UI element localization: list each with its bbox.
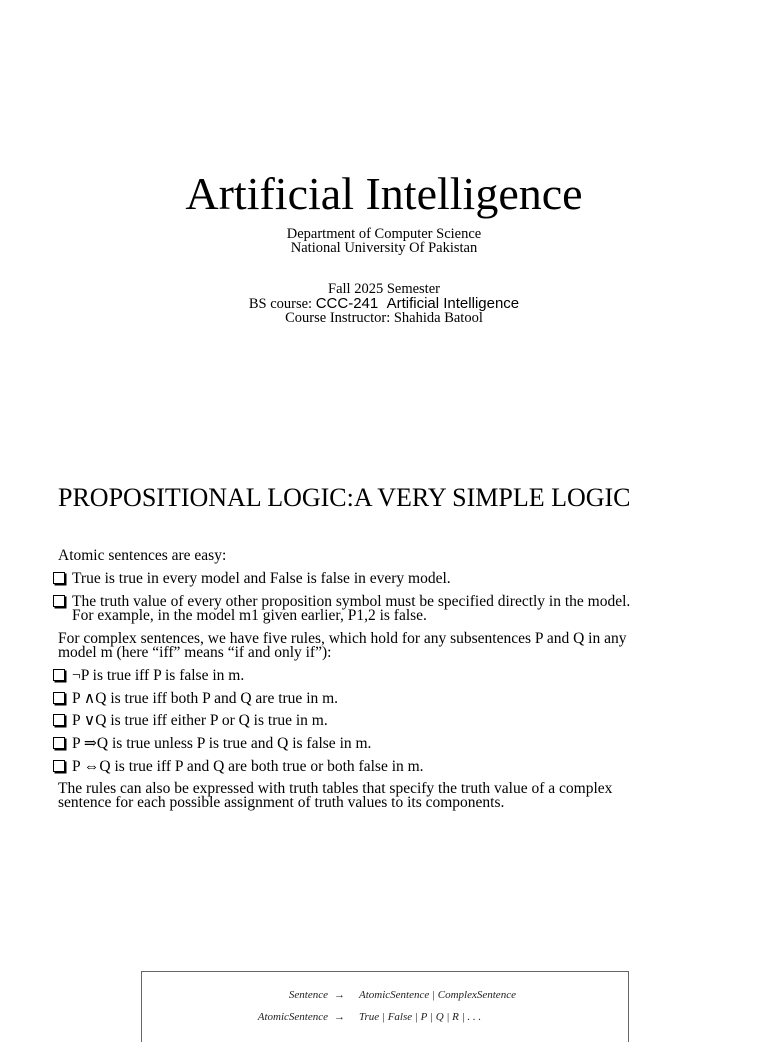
- checkbox-bullet-icon: [53, 714, 65, 726]
- checkbox-bullet-icon: [53, 669, 65, 681]
- atomic-bullet-1: [53, 572, 723, 586]
- grammar-arrow: →: [334, 1011, 345, 1023]
- rule-implication: [53, 737, 723, 751]
- course-prefix: BS course:: [248, 296, 316, 312]
- grammar-rhs: True | False | P | Q | R | . . .: [359, 1011, 482, 1023]
- grammar-rhs: AtomicSentence | ComplexSentence: [359, 989, 516, 1001]
- atomic-intro: Atomic sentences are easy:: [58, 547, 227, 564]
- grammar-arrow: →: [334, 989, 345, 1001]
- grammar-lhs: AtomicSentence: [257, 1011, 328, 1023]
- checkbox-bullet-icon: [53, 760, 65, 772]
- complex-intro-line-1: For complex sentences, we have five rules, which hold for any subsentences P and Q in any: [58, 630, 627, 647]
- document-title: Artificial Intelligence: [185, 168, 583, 219]
- checkbox-bullet-icon: [53, 595, 65, 607]
- semester-line: Fall 2025 Semester: [328, 281, 440, 297]
- bullet-text-continued: For example, in the model m1 given earlier, P1,2 is false.: [72, 607, 427, 624]
- rule-text: P ∧Q is true iff both P and Q are true in m.: [72, 690, 339, 707]
- rule-text: ¬P is true iff P is false in m.: [72, 667, 245, 684]
- bullet-text: The truth value of every other proposition symbol must be specified directly in the model.: [72, 593, 631, 610]
- closing-line-1: The rules can also be expressed with truth tables that specify the truth value of a complex: [58, 780, 613, 797]
- department-line: Department of Computer Science: [286, 226, 482, 242]
- rule-text: P ∨Q is true iff either P or Q is true in m.: [72, 712, 328, 729]
- university-line: National University Of Pakistan: [290, 240, 478, 256]
- grammar-figure: [141, 971, 629, 1042]
- closing-line-2: sentence for each possible assignment of truth values to its components.: [58, 794, 505, 811]
- checkbox-bullet-icon: [53, 692, 65, 704]
- checkbox-bullet-icon: [53, 572, 65, 584]
- complex-intro-line-2: model m (here “iff” means “if and only if”):: [58, 644, 332, 661]
- bullet-text: True is true in every model and False is false in every model.: [72, 570, 451, 587]
- course-name: Artificial Intelligence: [386, 295, 520, 312]
- rule-conjunction: [53, 692, 723, 706]
- complex-intro: [58, 632, 718, 660]
- section-heading: PROPOSITIONAL LOGIC:A VERY SIMPLE LOGIC: [58, 483, 631, 512]
- grammar-row: [142, 989, 628, 1005]
- atomic-bullet-2: [53, 595, 723, 623]
- course-code: CCC-241: [315, 295, 379, 312]
- checkbox-bullet-icon: [53, 737, 65, 749]
- rule-text: P ⇒Q is true unless P is true and Q is false in m.: [72, 735, 372, 752]
- rule-text: P ⇔Q is true iff P and Q are both true or both false in m.: [72, 758, 424, 775]
- rule-biconditional: [53, 760, 723, 774]
- grammar-row: [142, 1011, 628, 1027]
- rule-disjunction: [53, 714, 723, 728]
- closing-paragraph: [58, 782, 718, 810]
- grammar-lhs: Sentence: [288, 989, 328, 1001]
- instructor-line: Course Instructor: Shahida Batool: [285, 310, 483, 326]
- rule-negation: [53, 669, 723, 683]
